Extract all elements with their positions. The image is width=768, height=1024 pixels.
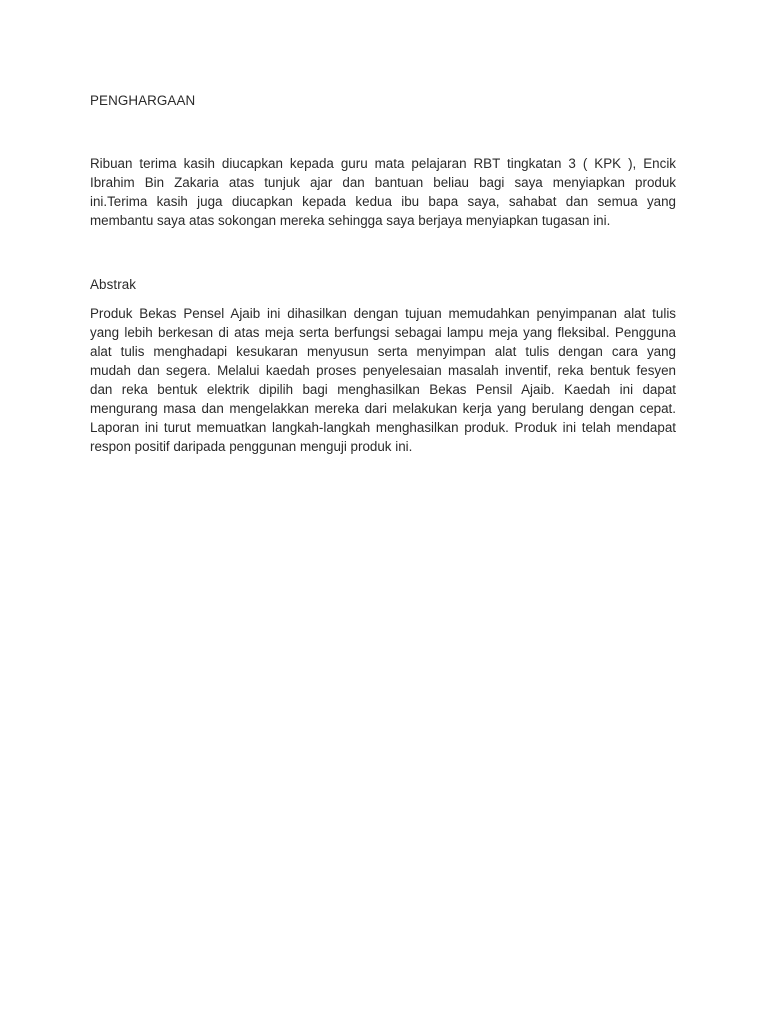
- abstract-line: alat tulis menghadapi kesukaran menyusun serta menyimpan alat tulis dengan cara yang: [90, 344, 676, 359]
- acknowledgement-paragraph: [90, 154, 676, 230]
- abstract-heading: Abstrak: [90, 277, 137, 292]
- abstract-line: Laporan ini turut memuatkan langkah-langkah menghasilkan produk. Produk ini telah mendapat: [90, 420, 676, 435]
- acknowledgement-line: Ibrahim Bin Zakaria atas tunjuk ajar dan bantuan beliau bagi saya menyiapkan produk: [90, 175, 676, 190]
- abstract-line: Produk Bekas Pensel Ajaib ini dihasilkan dengan tujuan memudahkan penyimpanan alat tulis: [90, 306, 676, 321]
- acknowledgement-heading: PENGHARGAAN: [90, 93, 196, 108]
- abstract-line: respon positif daripada penggunan menguji produk ini.: [90, 439, 413, 454]
- abstract-line: yang lebih berkesan di atas meja serta berfungsi sebagai lampu meja yang fleksibal. Pengguna: [90, 325, 676, 340]
- acknowledgement-line: ini.Terima kasih juga diucapkan kepada kedua ibu bapa saya, sahabat dan semua yang: [90, 194, 676, 209]
- abstract-paragraph: [90, 304, 676, 456]
- acknowledgement-line: membantu saya atas sokongan mereka sehingga saya berjaya menyiapkan tugasan ini.: [90, 213, 611, 228]
- abstract-line: mudah dan segera. Melalui kaedah proses penyelesaian masalah inventif, reka bentuk fesyen: [90, 363, 676, 378]
- abstract-line: dan reka bentuk elektrik dipilih bagi menghasilkan Bekas Pensil Ajaib. Kaedah ini dapat: [90, 382, 676, 397]
- abstract-line: mengurang masa dan mengelakkan mereka dari melakukan kerja yang berulang dengan cepat.: [90, 401, 676, 416]
- acknowledgement-line: Ribuan terima kasih diucapkan kepada guru mata pelajaran RBT tingkatan 3 ( KPK ), Encik: [90, 156, 676, 171]
